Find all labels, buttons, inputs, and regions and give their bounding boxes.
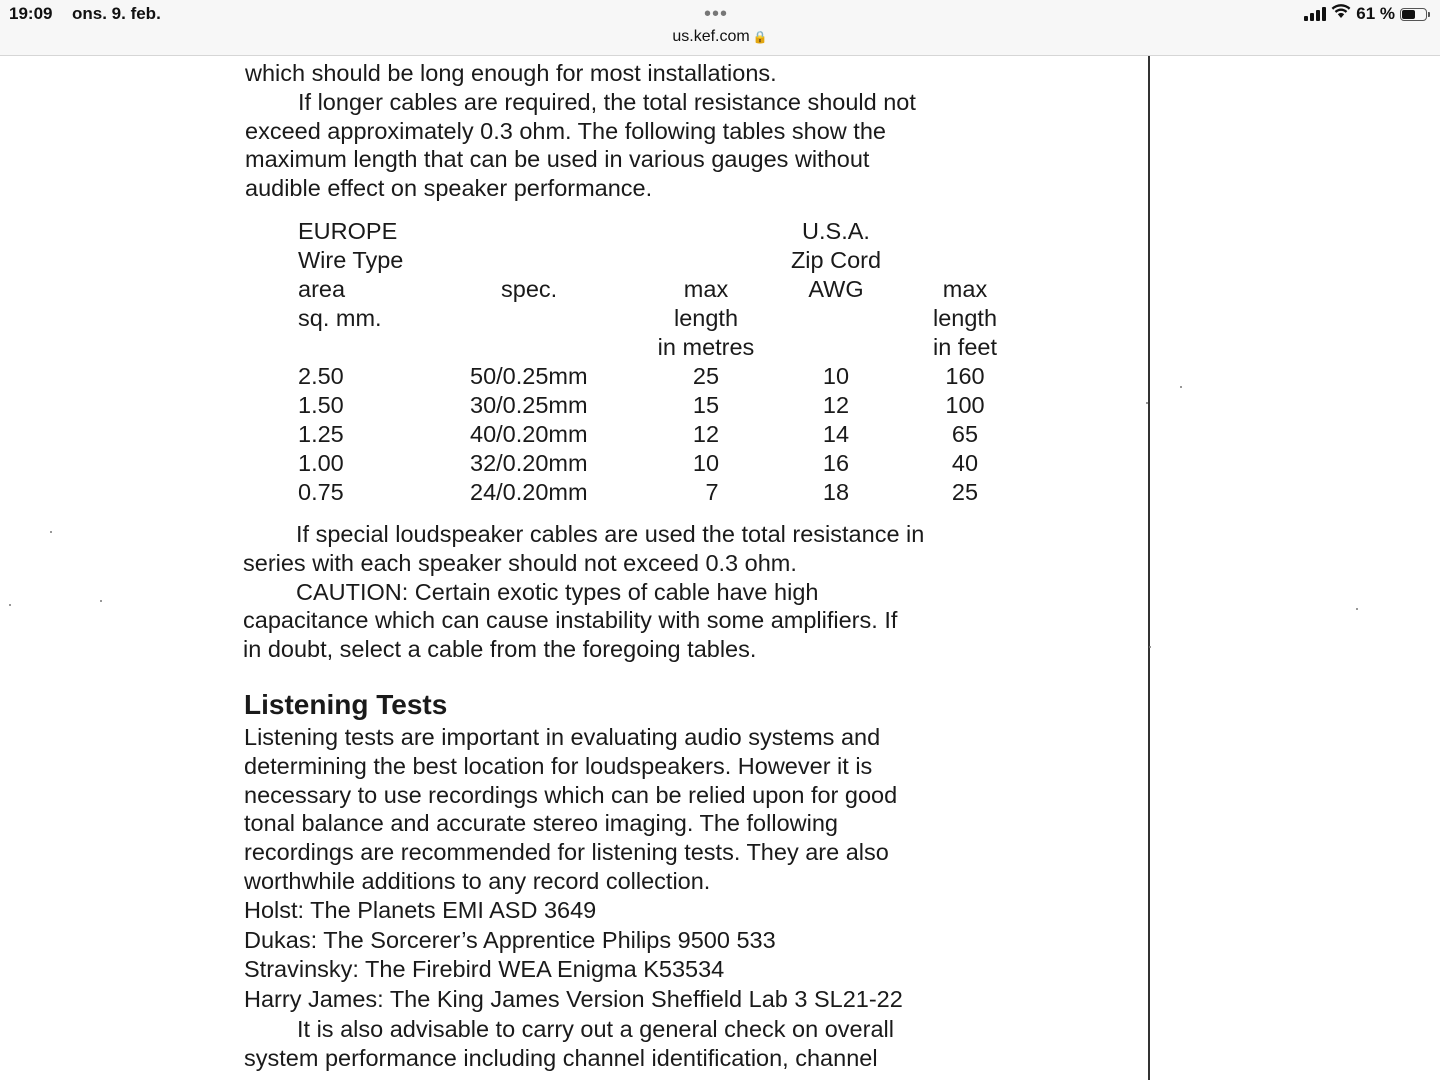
table-cell: 14	[822, 421, 850, 447]
header-cell: U.S.A.	[802, 218, 870, 244]
recording-item: Stravinsky: The Firebird WEA Enigma K53534	[244, 956, 725, 983]
table-cell: 2.50	[298, 363, 344, 389]
listening-paragraph	[244, 723, 903, 1073]
table-cell: 100	[945, 392, 985, 418]
cable-length-table	[298, 217, 1018, 507]
table-cell: 40	[951, 450, 979, 476]
section-heading: Listening Tests	[244, 689, 448, 720]
battery-percent: 61 %	[1356, 4, 1395, 23]
text-line: CAUTION: Certain exotic types of cable have high	[296, 578, 819, 605]
battery-level	[1402, 10, 1415, 19]
cellular-signal-icon	[1304, 7, 1326, 21]
table-cell: 10	[822, 363, 850, 389]
intro-paragraph	[245, 59, 916, 203]
status-date: ons. 9. feb.	[72, 4, 161, 23]
area-column	[298, 362, 344, 507]
table-cell: 40/0.20mm	[470, 421, 588, 447]
header-cell: AWG	[808, 276, 864, 302]
text-line: It is also advisable to carry out a general check on overall	[297, 1015, 894, 1042]
header-cell: in feet	[932, 334, 998, 360]
text-line: audible effect on speaker performance.	[245, 175, 653, 202]
text-line: If special loudspeaker cables are used the total resistance in	[296, 521, 925, 547]
table-cell: 0.75	[298, 479, 344, 505]
scan-speck	[9, 604, 11, 606]
address-bar[interactable]	[0, 28, 1440, 46]
text-line: necessary to use recordings which can be relied upon for good	[244, 781, 898, 808]
text-line: in doubt, select a cable from the foregoing tables.	[243, 636, 757, 663]
header-cell: in metres	[657, 334, 755, 360]
table-cell: 65	[951, 421, 979, 447]
table-cell: 25	[951, 479, 979, 505]
battery-icon	[1400, 8, 1427, 21]
scan-speck	[1356, 608, 1358, 610]
text-line: series with each speaker should not exceed 0.3 ohm.	[243, 549, 797, 576]
table-cell: 15	[692, 392, 720, 418]
table-cell: 1.25	[298, 421, 344, 447]
max-metres-column	[666, 362, 746, 507]
scan-speck	[1146, 402, 1148, 404]
scanned-manual-page[interactable]	[0, 56, 1440, 1080]
max-feet-header	[910, 275, 1020, 362]
table-cell: 16	[822, 450, 850, 476]
awg-column	[796, 362, 876, 507]
table-cell: 1.50	[298, 392, 344, 418]
text-line: recordings are recommended for listening tests. They are also	[244, 839, 889, 866]
scan-speck	[50, 531, 52, 533]
scan-speck	[1180, 386, 1182, 388]
header-cell: length	[932, 305, 998, 331]
table-cell: 18	[822, 479, 850, 505]
text-line: capacitance which can cause instability with some amplifiers. If	[243, 607, 898, 634]
table-cell: 12	[692, 421, 720, 447]
table-cell: 12	[822, 392, 850, 418]
wifi-icon	[1331, 4, 1351, 24]
header-cell: max	[942, 276, 988, 302]
after-table-paragraph	[243, 520, 924, 664]
scan-speck	[1149, 646, 1151, 648]
table-cell: 50/0.25mm	[470, 363, 588, 389]
spec-header: spec.	[501, 276, 558, 302]
page-edge-line	[1148, 56, 1150, 1080]
status-bar	[0, 0, 1440, 56]
header-cell: Wire Type	[298, 247, 404, 273]
text-line: determining the best location for loudspeakers. However it is	[244, 752, 873, 779]
text-line: system performance including channel identification, channel	[244, 1044, 878, 1071]
text-line: which should be long enough for most installations.	[245, 60, 777, 86]
text-line: exceed approximately 0.3 ohm. The following tables show the	[245, 117, 886, 144]
text-line: tonal balance and accurate stereo imaging. The following	[244, 810, 838, 837]
url-text: us.kef.com	[672, 28, 750, 45]
europe-header	[298, 217, 403, 333]
header-cell: area	[298, 276, 346, 302]
max-metres-header	[636, 275, 776, 362]
header-cell: EUROPE	[298, 218, 398, 244]
table-cell: 30/0.25mm	[470, 392, 588, 418]
text-line: worthwhile additions to any record collection.	[244, 867, 711, 894]
table-cell: 1.00	[298, 450, 344, 476]
max-feet-column	[925, 362, 1005, 507]
recording-item: Harry James: The King James Version Sheffield Lab 3 SL21-22	[244, 986, 903, 1013]
header-cell: Zip Cord	[790, 247, 882, 273]
table-cell: 25	[692, 363, 720, 389]
header-cell: max	[683, 276, 729, 302]
table-cell: 160	[945, 363, 985, 389]
table-cell: 7	[705, 479, 719, 505]
header-cell: sq. mm.	[298, 305, 382, 331]
table-cell: 10	[692, 450, 720, 476]
multitasking-dots-icon[interactable]: •••	[704, 3, 729, 25]
table-cell: 32/0.20mm	[470, 450, 588, 476]
table-cell: 24/0.20mm	[470, 479, 588, 505]
battery-nub	[1428, 12, 1430, 17]
recording-item: Dukas: The Sorcerer’s Apprentice Philips 9500 533	[244, 926, 776, 953]
clock-time: 19:09	[9, 4, 53, 23]
recording-item: Holst: The Planets EMI ASD 3649	[244, 896, 597, 923]
spec-column	[470, 362, 588, 507]
header-cell: length	[673, 305, 739, 331]
status-indicators	[1304, 4, 1430, 24]
text-line: maximum length that can be used in various gauges without	[245, 146, 870, 173]
scan-speck	[100, 600, 102, 602]
text-line: Listening tests are important in evaluating audio systems and	[244, 724, 881, 750]
usa-header	[776, 217, 896, 304]
text-line: If longer cables are required, the total resistance should not	[298, 88, 916, 115]
lock-icon: 🔒	[752, 30, 768, 44]
